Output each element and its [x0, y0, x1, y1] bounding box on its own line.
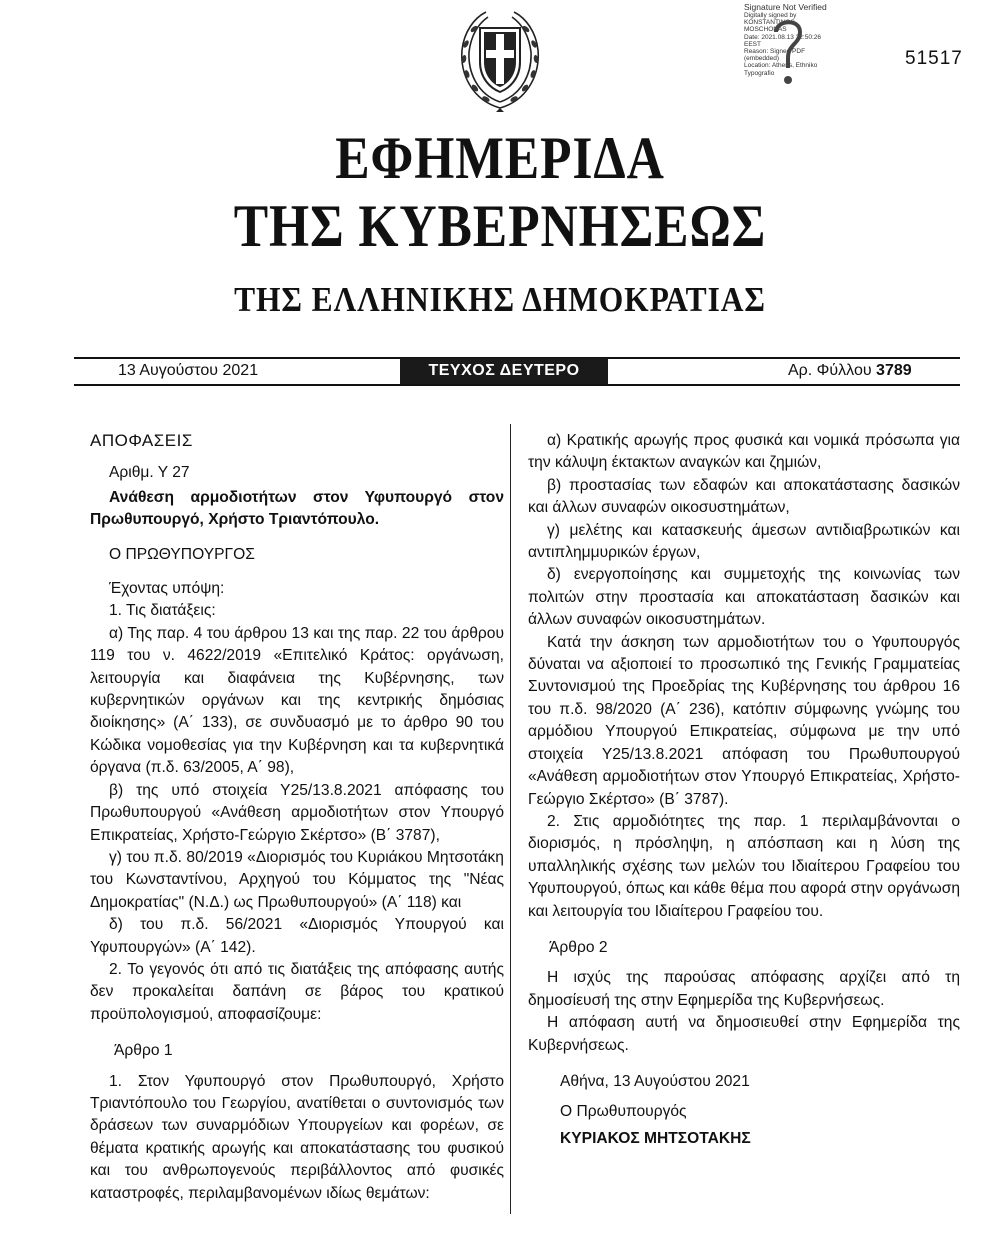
issue-date: 13 Αυγούστου 2021 — [118, 362, 259, 379]
item-d: δ) ενεργοποίησης και συμμετοχής της κοινωνίας των πολιτών στην προστασία και αποκατάσταση δασικών και άλλων συναφών οικοσυστημάτων. — [528, 566, 960, 629]
signature-line: Typografio — [744, 69, 775, 77]
article-1-paragraph-1: 1. Στον Υφυπουργό στον Πρωθυπουργό, Χρήστο Τριαντόπουλο του Γεωργίου, ανατίθεται ο συντονισμός των δράσεων των συναρμόδιων Υπουργείων και φορέων, σε θέματα κρατικής αρωγής και αποκατάστασης του φυσικού και του ανθρωπογενούς περιβάλλοντος από φυσικές καταστροφές, περιλαμβανομένων ιδίως θεμάτων: — [90, 1072, 504, 1202]
item-c: γ) μελέτης και κατασκευής άμεσων αντιδιαβρωτικών και αντιπλημμυρικών έργων, — [528, 521, 960, 562]
authority-heading: Ο ΠΡΩΘΥΠΟΥΡΓΟΣ — [109, 545, 255, 563]
paragraph-1: 1. Τις διατάξεις: — [109, 602, 216, 620]
staff-paragraph: Κατά την άσκηση των αρμοδιοτήτων του ο Υφυπουργός δύναται να αξιοποιεί το προσωπικό της Γενικής Γραμματείας Συντονισμού της Προεδρίας της Κυβέρνησης του άρθρου 16 του π.δ. 98/2020 (Α΄ 236), κατόπιν σύμφωνης γνώμης του αρμόδιου Υπουργού Επικρατείας, σύμφωνα με την υπό στοιχεία Υ25/13.8.2021 απόφαση του Πρωθυπουργού «Ανάθεση αρμοδιοτήτων στον Υπουργό Επικρατείας, Χρήστο-Γεώργιο Σκέρτσο» (Β΄ 3787). — [528, 633, 960, 808]
sheet-number-label: Αρ. Φύλλου — [788, 362, 872, 379]
article-2-paragraph-2: Η απόφαση αυτή να δημοσιευθεί στην Εφημερίδα της Κυβερνήσεως. — [528, 1014, 960, 1054]
left-column — [90, 430, 504, 1205]
signature-line: Date: 2021.08.13 22:50:26 — [744, 33, 821, 41]
issue-badge: ΤΕΥΧΟΣ ΔΕΥΤΕΡΟ — [400, 358, 608, 384]
column-divider — [510, 424, 511, 1214]
section-heading: ΑΠΟΦΑΣΕΙΣ — [90, 431, 193, 450]
signature-line: EEST — [744, 40, 761, 48]
signer-title: Ο Πρωθυπουργός — [560, 1103, 687, 1121]
paragraph-2: 2. Το γεγονός ότι από τις διατάξεις της απόφασης αυτής δεν προκαλείται δαπάνη σε βάρος του κρατικού προϋπολογισμού, αποφασίζουμε: — [90, 960, 504, 1023]
having-regard: Έχοντας υπόψη: — [109, 580, 225, 598]
decision-number: Αριθμ. Υ 27 — [109, 464, 190, 482]
signature-line: Reason: Signed PDF — [744, 48, 806, 56]
gazette-title-line-1: ΕΦΗΜΕΡΙΔΑ — [335, 125, 665, 191]
item-b: β) προστασίας των εδαφών και αποκατάστασης δασικών και άλλων συναφών οικοσυστημάτων, — [528, 476, 960, 517]
paragraph-1a: α) Της παρ. 4 του άρθρου 13 και της παρ. 22 του άρθρου 119 του ν. 4622/2019 «Επιτελικό Κράτος: οργάνωση, λειτουργία και διαφάνεια της Κυβέρνησης, των κυβερνητικών οργάνων και της κεντρικής δημόσιας διοίκησης» (Α΄ 133), σε συνδυασμό με το άρθρο 90 του Κώδικα νομοθεσίας για την Κυβέρνηση και τα κυβερνητικά όργανα (π.δ. 63/2005, Α΄ 98), — [90, 624, 504, 777]
paragraph-1b: β) της υπό στοιχεία Υ25/13.8.2021 απόφασης του Πρωθυπουργού «Ανάθεση αρμοδιοτήτων στον Υπουργό Επικρατείας, Χρήστο-Γεώργιο Σκέρτσο» (Β΄ 3787), — [90, 781, 504, 844]
signature-title: Signature Not Verified — [744, 2, 827, 12]
signature-line: KONSTANTINOS — [744, 19, 795, 27]
paragraph-2-office: 2. Στις αρμοδιότητες της παρ. 1 περιλαμβάνονται ο διορισμός, η πρόσληψη, η απόσπαση και η λύση της υπαλληλικής σχέσης των μελών του Ιδιαίτερου Γραφείου του Υφυπουργού, όπως και κάθε θέμα που αφορά στην οργάνωση και λειτουργία του Ιδιαίτερου Γραφείου του. — [528, 812, 960, 920]
page-number: 51517 — [905, 48, 963, 69]
signature-line: Digitally signed by — [744, 12, 797, 19]
decision-subject: Ανάθεση αρμοδιοτήτων στον Υφυπουργό στον Πρωθυπουργό, Χρήστο Τριαντόπουλο. — [90, 488, 504, 529]
article-1-heading: Άρθρο 1 — [114, 1042, 173, 1060]
coat-of-arms-emblem — [452, 4, 548, 114]
item-a: α) Κρατικής αρωγής προς φυσικά και νομικά πρόσωπα για την κάλυψη έκτακτων αναγκών και ζημιών, — [528, 432, 960, 472]
signer-name: ΚΥΡΙΑΚΟΣ ΜΗΤΣΟΤΑΚΗΣ — [560, 1129, 751, 1147]
signature-line: Location: Athens, Ethniko — [744, 62, 818, 70]
signature-line: MOSCHONAS — [744, 26, 787, 34]
gazette-subtitle: ΤΗΣ ΕΛΛΗΝΙΚΗΣ ΔΗΜΟΚΡΑΤΙΑΣ — [234, 280, 766, 319]
sheet-number — [788, 362, 912, 380]
paragraph-1c: γ) του π.δ. 80/2019 «Διορισμός του Κυριάκου Μητσοτάκη του Κωνσταντίνου, Αρχηγού του Κόμματος της "Νέας Δημοκρατίας" (Ν.Δ.) ως Πρωθυπουργού» (Α΄ 118) και — [90, 848, 504, 911]
header-bottom-rule — [74, 384, 960, 386]
place-date: Αθήνα, 13 Αυγούστου 2021 — [560, 1072, 750, 1090]
article-2-heading: Άρθρο 2 — [549, 938, 608, 956]
signature-question-icon — [768, 14, 808, 94]
article-2-paragraph-1: Η ισχύς της παρούσας απόφασης αρχίζει από τη δημοσίευσή της στην Εφημερίδα της Κυβερνήσεως. — [528, 969, 960, 1009]
gazette-title-line-2: ΤΗΣ ΚΥΒΕΡΝΗΣΕΩΣ — [233, 193, 767, 259]
sheet-number-value: 3789 — [876, 362, 912, 379]
paragraph-1d: δ) του π.δ. 56/2021 «Διορισμός Υπουργού και Υφυπουργών» (Α΄ 142). — [90, 916, 504, 956]
right-column — [528, 430, 960, 1150]
signature-line: (embedded) — [744, 55, 780, 63]
